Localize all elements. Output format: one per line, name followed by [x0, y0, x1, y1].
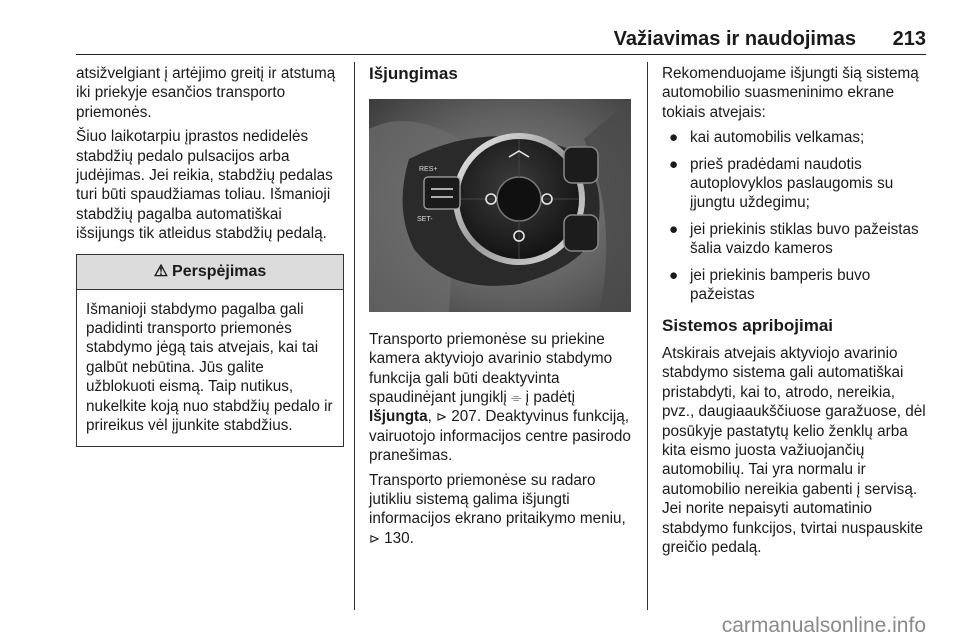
- section-heading: Išjungimas: [369, 64, 458, 83]
- column-2: [369, 64, 637, 553]
- column-divider: [647, 62, 648, 610]
- steering-wheel-controls-photo: [369, 99, 631, 312]
- bullet-icon: ●: [669, 220, 679, 238]
- column-divider: [354, 62, 355, 610]
- list-item: ● kai automobilis velkamas;: [669, 129, 865, 147]
- bullet-icon: ●: [669, 155, 679, 173]
- page-header: [76, 26, 926, 54]
- page-reference-icon: ⊳: [369, 530, 380, 546]
- header-rule: [76, 54, 926, 55]
- warning-title: Perspėjimas: [172, 262, 267, 280]
- paragraph: Atskirais atvejais aktyviojo avarinio stabdymo sistema gali automatiškai pristabdyti, kai to, atrodo, nereikia, pvz., daugiaaukščiuose garažuose, dėl posūkyje pastatytų kelio ženklų arba kita eismo juosta važiuojančių automobilių. Tai yra normalu ir automobilio nereikia gabenti į servisą. Jei norite nepaisyti automatinio stabdymo funkcijos, tvirtai nuspauskite greičio pedalą.: [662, 344, 926, 556]
- paragraph: Šiuo laikotarpiu įprastos nedidelės stabdžių pedalo pulsacijos arba judėjimas. Jei reikia, stabdžių pedalas turi būti spaudžiamas toliau. Išmanioji stabdžių pagalba automatiškai išsijungs tik atleidus stabdžių pedalą.: [76, 128, 333, 243]
- paragraph: atsižvelgiant į artėjimo greitį ir atstumą iki priekyje esančios transporto priemonės.: [76, 65, 336, 121]
- page-title: Važiavimas ir naudojimas: [613, 28, 856, 50]
- svg-text:RES+: RES+: [419, 166, 438, 174]
- paragraph: Rekomenduojame išjungti šią sistemą automobilio suasmeninimo ekrane tokiais atvejais:: [662, 65, 919, 121]
- warning-triangle-icon: ⚠: [153, 262, 169, 280]
- bullet-icon: ●: [669, 266, 679, 284]
- bullet-list: [662, 128, 930, 304]
- column-3: [662, 64, 930, 562]
- page-reference-icon: ⊳: [436, 409, 448, 425]
- paragraph: Transporto priemonėse su radaro jutikliu sistemą galima išjungti informacijos ekrano pritaikymo meniu, ⊳ 130.: [369, 471, 626, 547]
- bullet-icon: ●: [669, 129, 679, 147]
- svg-text:SET-: SET-: [417, 216, 433, 224]
- column-1: [76, 64, 344, 447]
- warning-body: Išmanioji stabdymo pagalba gali padidinti transporto priemonės stabdymo jėgą tais atvejais, kai tai galbūt nebūtina. Jūs galite užblokuoti eismą. Taip nutikus, nukelkite koją nuo stabdžių pedalo ir prireikus vėl įjunkite stabdžius.: [86, 300, 333, 435]
- list-item: ● jei priekinis bamperis buvo pažeistas: [669, 266, 871, 304]
- list-item: ● prieš pradėdami naudotis autoplovyklos paslaugomis su įjungtu uždegimu;: [669, 155, 894, 212]
- page-number: 213: [892, 28, 926, 50]
- switch-icon: ⌯: [511, 390, 522, 406]
- watermark: carmanualsonline.info: [721, 614, 926, 637]
- list-item: ● jei priekinis stiklas buvo pažeistas šalia vaizdo kameros: [669, 220, 919, 258]
- paragraph: Transporto priemonėse su priekine kamera aktyviojo avarinio stabdymo funkcija gali būti deaktyvinta spaudinėjant jungiklį ⌯ į padėtį Išjungta, ⊳ 207. Deaktyvinus funkciją, vairuotojo informacijos centre pasirodo pranešimas.: [369, 330, 631, 465]
- warning-box: [76, 254, 344, 447]
- warning-header: [77, 255, 343, 290]
- bold-term: Išjungta: [369, 408, 428, 426]
- section-heading: Sistemos apribojimai: [662, 316, 833, 336]
